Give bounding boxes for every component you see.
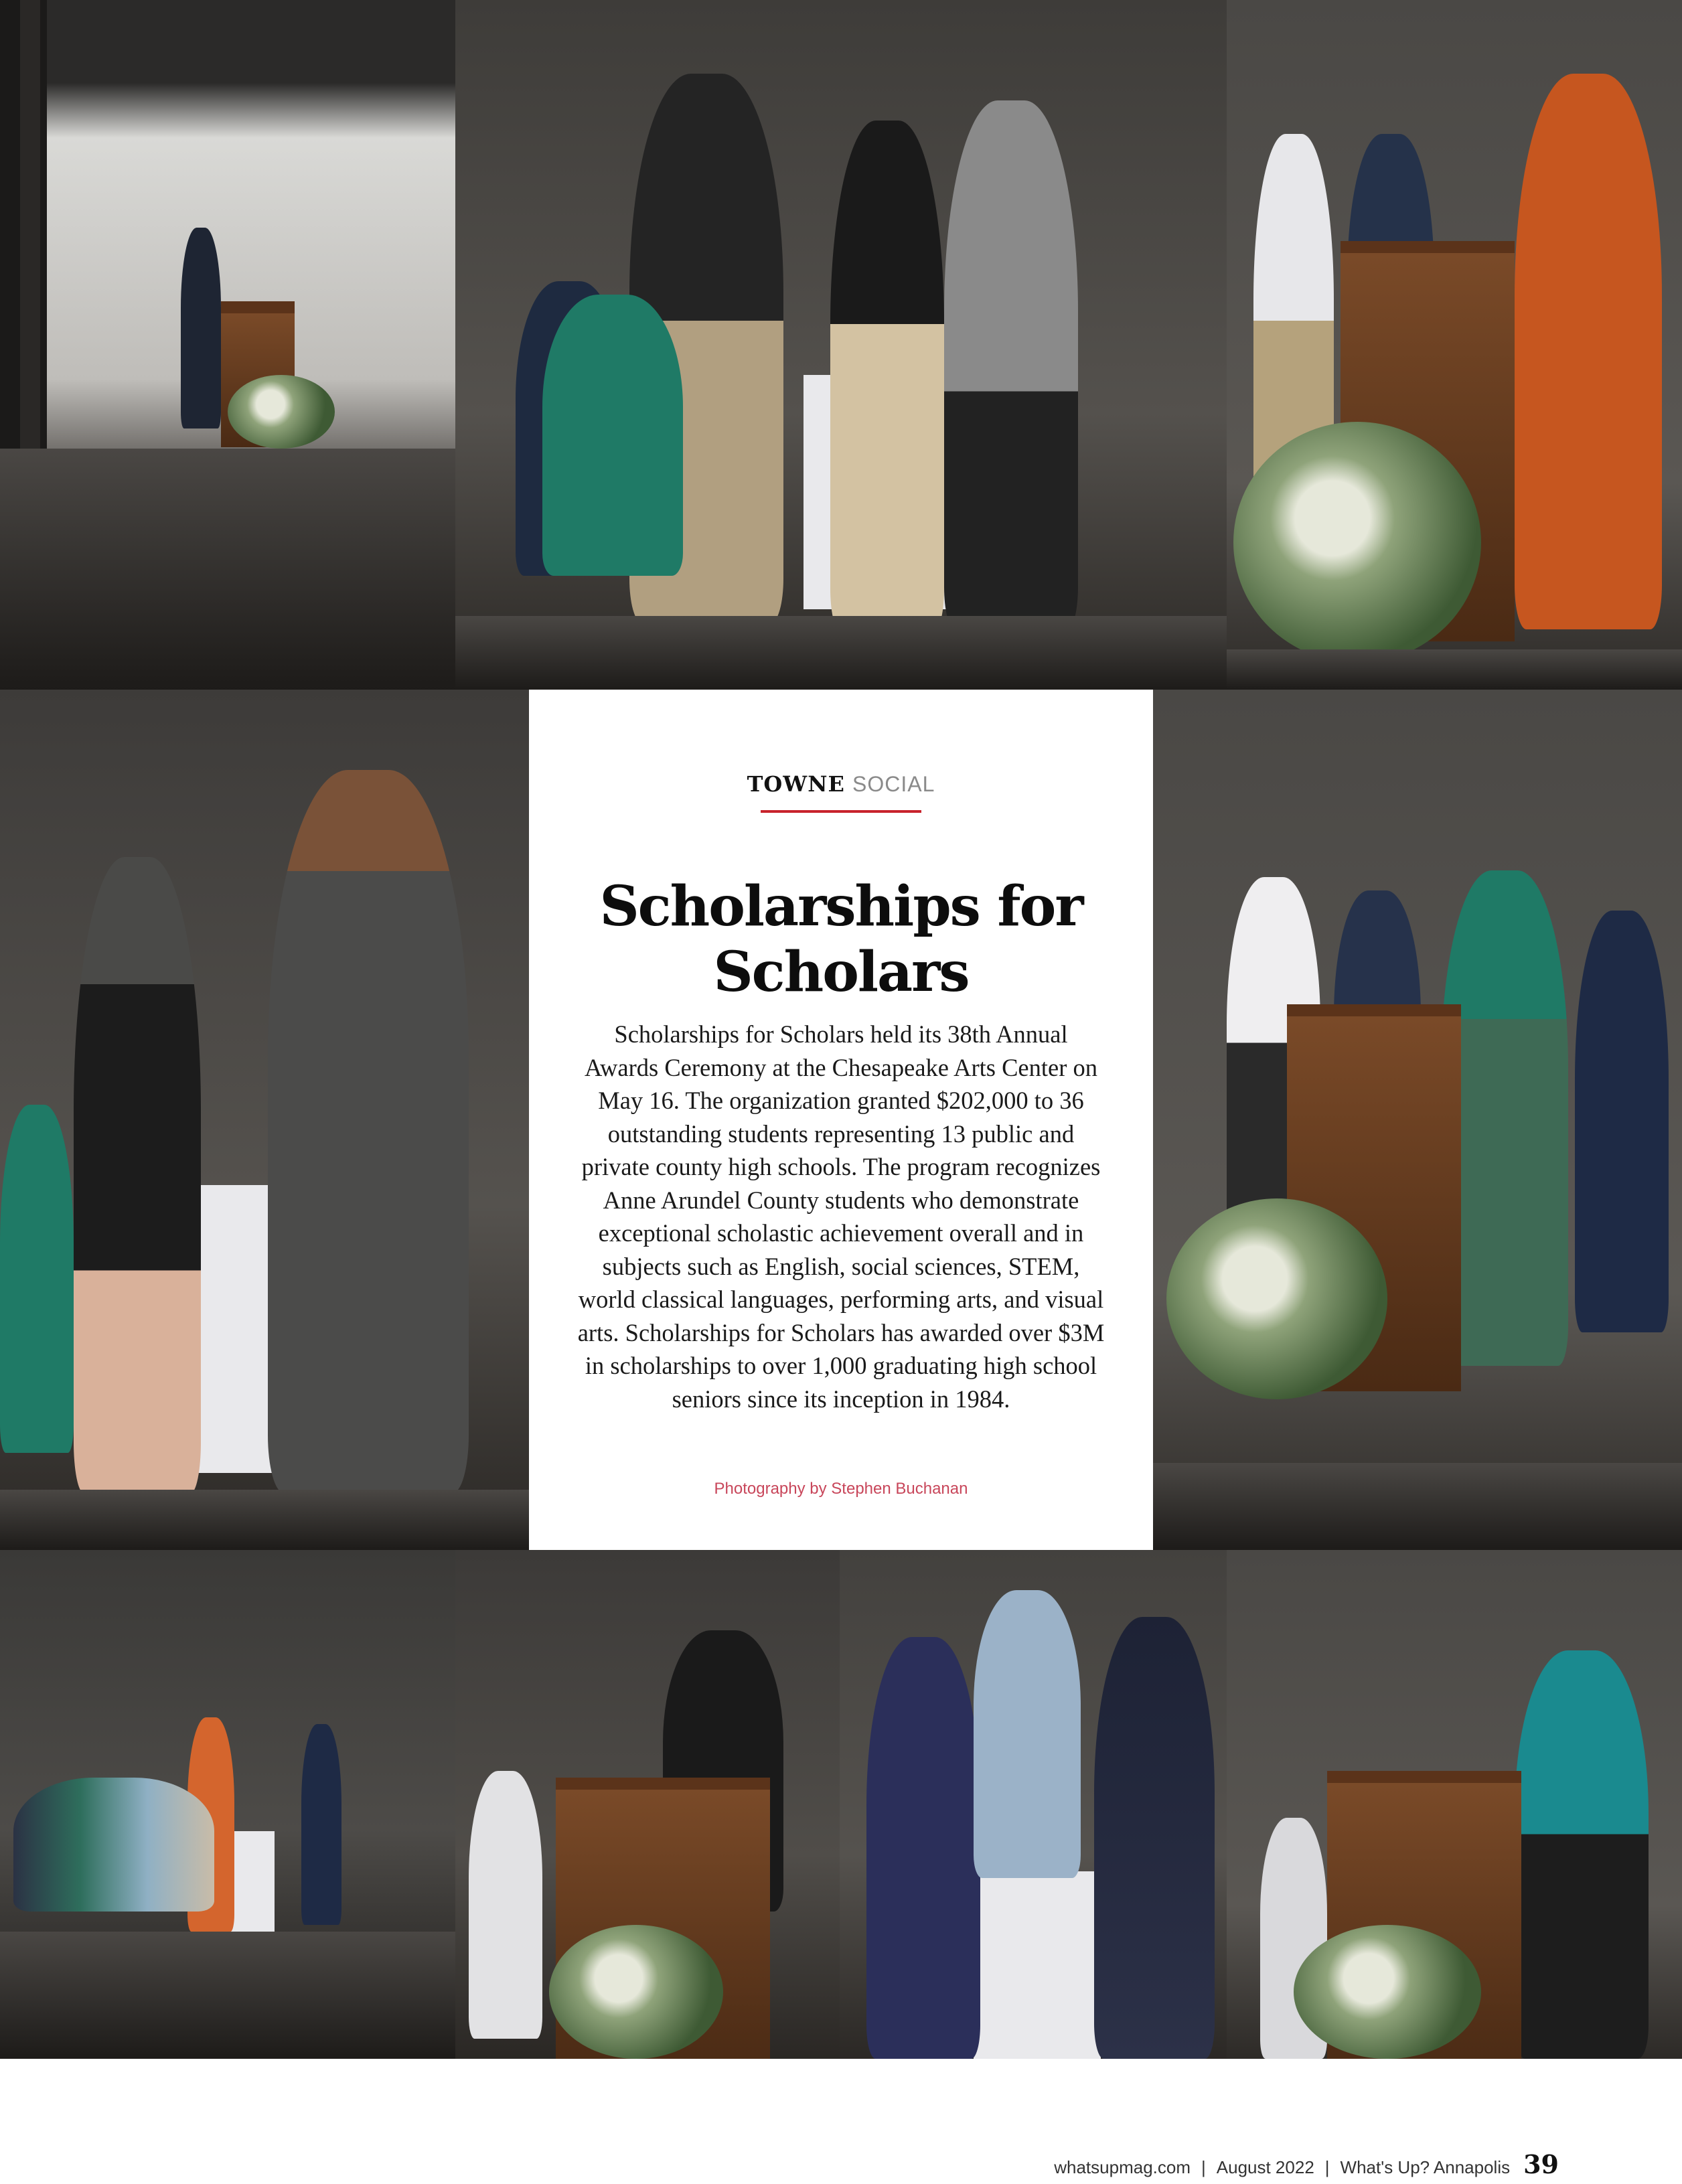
article-body: Scholarships for Scholars held its 38th Annual Awards Ceremony at the Chesapeake Arts Center on May 16. The organization granted $202,000 to 36 outstanding students representing 13 public and private county high schools. The program recognizes Anne Arundel County students who demonstrate exceptional scholastic achievement overall and in subjects such as English, social sciences, STEM, world classical languages, performing arts, and visual arts. Scholarships for Scholars has awarded over $3M in scholarships to over 1,000 graduating high school seniors since its inception in 1984. (577, 1020, 1105, 1413)
footer-separator: | (1324, 2157, 1330, 2177)
page-number: 39 (1523, 2149, 1559, 2179)
footer-site: whatsupmag.com (1054, 2157, 1191, 2177)
section-label-light: SOCIAL (852, 772, 935, 796)
footer-publication: What's Up? Annapolis (1340, 2157, 1511, 2177)
photo-woman-at-podium (455, 1550, 840, 2059)
footer-separator: | (1201, 2157, 1206, 2177)
page-footer (1054, 2149, 1559, 2179)
section-label-bold: TOWNE (747, 771, 845, 797)
photo-stage-overview (0, 1550, 455, 2059)
photo-speaker-teal-top (1227, 1550, 1682, 2059)
photo-certificate-handoff (0, 690, 529, 1550)
article-panel (529, 690, 1153, 1550)
photo-award-presentation (455, 0, 1227, 690)
footer-issue: August 2022 (1216, 2157, 1314, 2177)
photo-credit: Photography by Stephen Buchanan (714, 1480, 968, 1498)
article-headline: Scholarships for Scholars (599, 874, 1083, 1004)
section-label (529, 773, 1153, 795)
photo-student-speaker (1153, 690, 1682, 1550)
photo-certificate-trio (840, 1550, 1227, 2059)
section-rule (761, 810, 921, 813)
photo-speaker-podium (1227, 0, 1682, 690)
photo-stage-wide (0, 0, 455, 690)
